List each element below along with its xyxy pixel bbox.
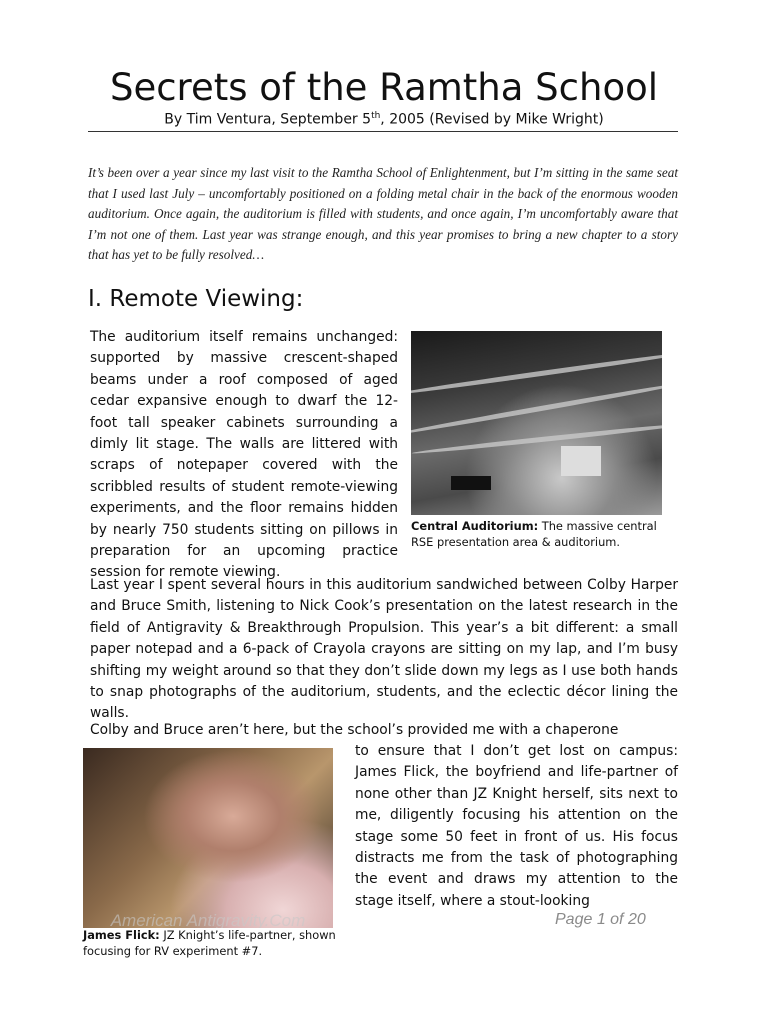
title-divider (88, 131, 678, 132)
figure-caption (411, 518, 681, 550)
page-number: Page 1 of 20 (555, 911, 646, 928)
caption-title: James Flick: (83, 928, 160, 942)
byline-prefix: By Tim Ventura, September 5 (164, 111, 372, 128)
caption-title: Central Auditorium: (411, 519, 539, 533)
section-heading: I. Remote Viewing: (88, 286, 304, 312)
byline-suffix: , 2005 (Revised by Mike Wright) (380, 111, 604, 128)
intro-paragraph: It’s been over a year since my last visit to the Ramtha School of Enlightenment, but I’m sitting in the same seat that I used last July – uncomfortably positioned on a folding metal chair in the back of the enormous wooden auditorium. Once again, the auditorium is filled with students, and once again, I’m uncomfortably aware that I’m not one of them. Last year was strange enough, and this year promises to bring a new chapter to a story that has yet to be fully resolved… (88, 165, 678, 263)
body-paragraph: Last year I spent several hours in this auditorium sandwiched between Colby Harper and Bruce Smith, listening to Nick Cook’s presentation on the latest research in the field of Antigravity & Breakthrough Propulsion. This year’s a bit different: a small paper notepad and a 6-pack of Crayola crayons are sitting on my lap, and I’m busy shifting my weight around so that they don’t slide down my legs as I use both hands to snap photographs of the auditorium, students, and the eclectic décor lining the walls. (90, 577, 678, 722)
james-flick-photo (83, 748, 333, 928)
auditorium-photo (411, 331, 662, 515)
figure-caption (83, 927, 353, 959)
caption-text: The massive central RSE presentation area & auditorium. (411, 519, 657, 549)
document-title: Secrets of the Ramtha School (109, 66, 659, 109)
body-paragraph-line: Colby and Bruce aren’t here, but the school’s provided me with a chaperone (90, 722, 619, 738)
body-paragraph: to ensure that I don’t get lost on campus: James Flick, the boyfriend and life-partner of none other than JZ Knight herself, sits next to me, diligently focusing his attention on the stage some 50 feet in front of us. His focus distracts me from the task of photographing the event and draws my attention to the stage itself, where a stout-looking (355, 743, 678, 909)
byline (0, 111, 768, 128)
photo-watermark: American Antigravity.Com (110, 911, 306, 928)
caption-text: JZ Knight’s life-partner, shown focusing for RV experiment #7. (83, 928, 336, 958)
body-paragraph: The auditorium itself remains unchanged: supported by massive crescent-shaped beams under a roof composed of aged cedar expansive enough to dwarf the 12-foot tall speaker cabinets surrounding a dimly lit stage. The walls are littered with scraps of notepaper covered with the scribbled results of student remote-viewing experiments, and the floor remains hidden by nearly 750 students sitting on pillows in preparation for an upcoming practice session for remote viewing. (90, 329, 398, 581)
byline-sup: th (371, 111, 381, 121)
